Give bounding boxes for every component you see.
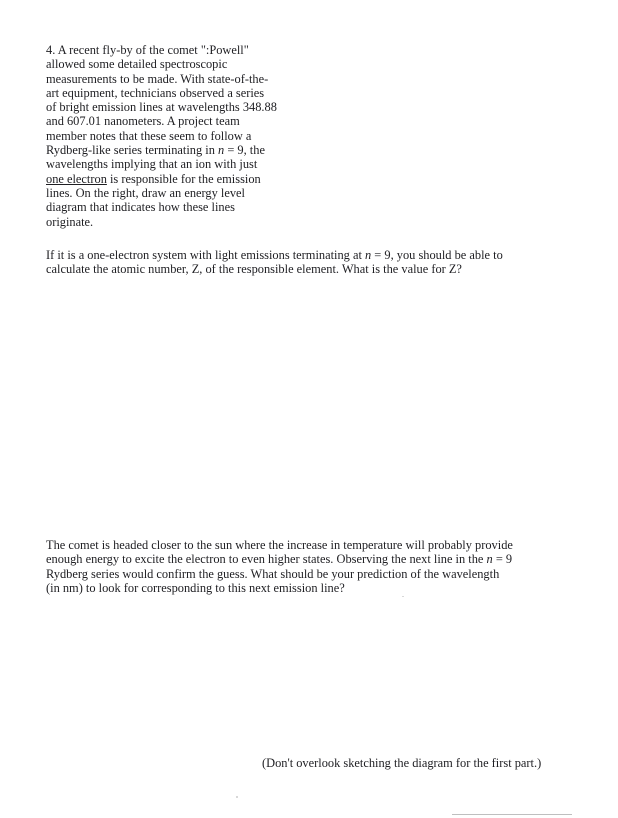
intro-line-7: member notes that these seem to follow a: [46, 128, 252, 143]
part3-line-2: [46, 552, 586, 566]
intro-line-3: measurements to be made. With state-of-the-: [46, 71, 269, 86]
bottom-rule-line: [452, 814, 572, 815]
part3-line-4: (in nm) to look for corresponding to this next emission line?: [46, 580, 345, 595]
part3-line-2-text: enough energy to excite the electron to even higher states. Observing the next line in the: [46, 552, 487, 567]
part3-line-2-rest: = 9: [492, 552, 513, 567]
one-electron-underlined: one electron: [46, 171, 107, 186]
intro-line-1: 4. A recent fly-by of the comet ":Powell": [46, 43, 249, 57]
n-variable: n: [218, 143, 225, 158]
diagram-reminder-note: (Don't overlook sketching the diagram for the first part.): [262, 756, 542, 770]
scan-speck: [402, 596, 404, 597]
part2-line-2: calculate the atomic number, Z, of the responsible element. What is the value for Z?: [46, 262, 462, 277]
intro-line-6: and 607.01 nanometers. A project team: [46, 114, 240, 129]
n-equals-nine: = 9, the: [224, 143, 265, 158]
n-variable: n: [486, 552, 493, 567]
intro-line-2: allowed some detailed spectroscopic: [46, 57, 228, 72]
part2-line-1: [46, 248, 566, 262]
intro-line-5: of bright emission lines at wavelengths 348.88: [46, 100, 277, 115]
intro-line-8-text: Rydberg-like series terminating in: [46, 143, 219, 158]
question-4-intro: [46, 43, 308, 229]
question-part-next-wavelength: [46, 538, 586, 595]
intro-line-10-rest: is responsible for the emission: [106, 171, 261, 186]
question-part-atomic-number: [46, 248, 566, 277]
part2-line-1-rest: = 9, you should be able to: [371, 248, 503, 262]
intro-line-8: [46, 143, 308, 157]
intro-line-13: originate.: [46, 214, 94, 229]
intro-line-9: wavelengths implying that an ion with just: [46, 157, 258, 172]
intro-line-12: diagram that indicates how these lines: [46, 200, 235, 215]
part3-line-1: The comet is headed closer to the sun where the increase in temperature will probably provide: [46, 538, 513, 552]
part2-line-1-text: If it is a one-electron system with light emissions terminating at: [46, 248, 365, 262]
intro-line-4: art equipment, technicians observed a series: [46, 85, 265, 100]
intro-line-11: lines. On the right, draw an energy level: [46, 185, 245, 200]
n-variable: n: [365, 248, 372, 262]
scan-speck: [236, 796, 238, 798]
part3-line-3: Rydberg series would confirm the guess. What should be your prediction of the wavelength: [46, 566, 500, 581]
intro-line-10: [46, 172, 308, 186]
